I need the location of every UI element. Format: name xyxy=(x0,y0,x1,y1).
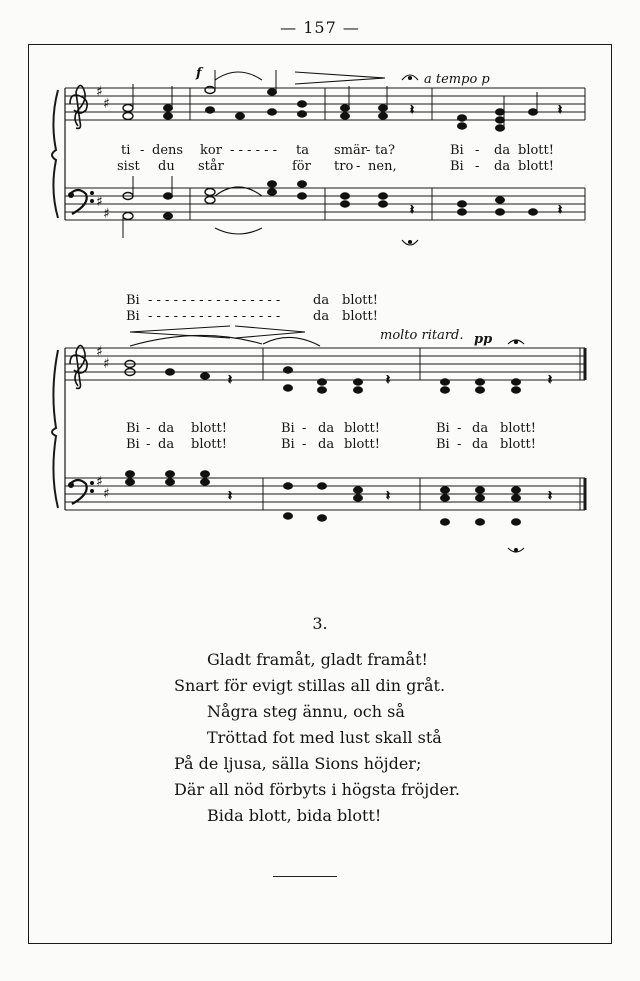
lyric-syllable: Bi xyxy=(281,421,295,436)
svg-text:♯: ♯ xyxy=(103,206,110,222)
bass-clef-icon xyxy=(69,190,94,214)
svg-text:𝄽: 𝄽 xyxy=(410,203,414,218)
lyric-syllable: nen, xyxy=(368,159,397,174)
lyric-syllable: Bi xyxy=(126,309,140,324)
svg-text:𝄽: 𝄽 xyxy=(386,489,390,504)
verse-number: 3. xyxy=(312,614,328,633)
lyric-hyphen: - xyxy=(146,421,151,436)
lyric-melisma: - - - - - - - - - - - - - - - - xyxy=(148,309,281,324)
dynamic-forte: f xyxy=(196,66,202,81)
lyric-syllable: da xyxy=(494,159,511,174)
lyric-syllable: ta xyxy=(296,143,309,158)
lyric-melisma: - - - - - - xyxy=(230,143,278,158)
lyric-syllable: blott! xyxy=(342,309,378,324)
svg-text:𝄽: 𝄽 xyxy=(386,373,390,388)
lyric-hyphen: - xyxy=(302,421,307,436)
key-signatures xyxy=(96,84,110,502)
svg-text:♯: ♯ xyxy=(96,194,103,210)
notes-system-2-bass xyxy=(126,471,553,525)
dynamic-pianissimo: pp xyxy=(474,332,493,347)
svg-text:𝄽: 𝄽 xyxy=(558,103,562,118)
lyric-syllable: blott! xyxy=(500,437,536,452)
lyric-syllable: ta? xyxy=(375,143,395,158)
lyric-syllable: kor xyxy=(200,143,222,158)
lyric-syllable: da xyxy=(158,437,175,452)
lyric-syllable: blott! xyxy=(342,293,378,308)
lyric-syllable: du xyxy=(158,159,175,174)
lyric-syllable: da xyxy=(472,437,489,452)
svg-text:𝄽: 𝄽 xyxy=(228,489,232,504)
lyric-syllable: Bi xyxy=(436,437,450,452)
lyric-syllable: Bi xyxy=(450,159,464,174)
verse-line: Några steg ännu, och så xyxy=(207,702,405,721)
lyric-hyphen: - xyxy=(457,421,462,436)
lyric-syllable: Bi xyxy=(436,421,450,436)
lyric-syllable: Bi xyxy=(126,293,140,308)
svg-text:𝄽: 𝄽 xyxy=(558,203,562,218)
svg-text:♯: ♯ xyxy=(103,96,110,112)
lyric-hyphen: - xyxy=(475,159,480,174)
lyric-syllable: står xyxy=(198,159,224,174)
verse-line: Bida blott, bida blott! xyxy=(207,806,382,825)
lyric-hyphen: - xyxy=(140,143,145,158)
end-rule xyxy=(273,876,337,877)
notes-system-1-treble xyxy=(123,70,562,131)
lyric-syllable: da xyxy=(313,309,330,324)
bass-clef-icon xyxy=(69,480,94,504)
dynamic-molto-ritard: molto ritard. xyxy=(380,328,464,343)
svg-text:𝄽: 𝄽 xyxy=(548,489,552,504)
clefs xyxy=(69,85,94,504)
lyric-syllable: Bi xyxy=(126,437,140,452)
lyric-syllable: blott! xyxy=(344,421,380,436)
lyric-syllable: da xyxy=(472,421,489,436)
lyric-hyphen: - xyxy=(302,437,307,452)
verse-line: Där all nöd förbyts i högsta fröjder. xyxy=(174,780,460,799)
dynamic-a-tempo: a tempo p xyxy=(424,72,490,87)
lyric-syllable: dens xyxy=(152,143,184,158)
lyric-syllable: blott! xyxy=(518,143,554,158)
notes-system-2-treble xyxy=(125,361,552,394)
lyric-syllable: Bi xyxy=(281,437,295,452)
page-number: — 157 — xyxy=(280,18,360,37)
lyric-syllable: da xyxy=(158,421,175,436)
treble-clef-icon xyxy=(70,345,87,388)
lyric-syllable: da xyxy=(318,437,335,452)
verse-line: Tröttad fot med lust skall stå xyxy=(207,728,442,747)
lyric-syllable: sist xyxy=(117,159,140,174)
notes-system-1-bass xyxy=(123,176,562,238)
treble-staff-2 xyxy=(65,348,585,380)
lyric-syllable: da xyxy=(494,143,511,158)
lyric-syllable: blott! xyxy=(518,159,554,174)
lyric-melisma: - - - - - - - - - - - - - - - - xyxy=(148,293,281,308)
bass-staff-2 xyxy=(65,478,585,510)
svg-text:𝄽: 𝄽 xyxy=(410,103,414,118)
lyric-syllable: för xyxy=(292,159,311,174)
lyric-syllable: blott! xyxy=(191,421,227,436)
lyric-syllable: smär xyxy=(334,143,367,158)
svg-text:♯: ♯ xyxy=(103,486,110,502)
lyric-syllable: Bi xyxy=(126,421,140,436)
verse-line: Gladt framåt, gladt framåt! xyxy=(207,650,428,669)
svg-text:♯: ♯ xyxy=(96,84,103,100)
svg-text:𝄽: 𝄽 xyxy=(228,373,232,388)
treble-clef-icon xyxy=(70,85,87,128)
verse-line: Snart för evigt stillas all din gråt. xyxy=(174,676,446,695)
system-braces xyxy=(52,88,65,510)
lyric-syllable: tro xyxy=(334,159,354,174)
lyric-syllable: blott! xyxy=(191,437,227,452)
lyric-hyphen: - xyxy=(366,143,371,158)
svg-text:𝄽: 𝄽 xyxy=(548,373,552,388)
lyric-hyphen: - xyxy=(146,437,151,452)
lyric-syllable: da xyxy=(313,293,330,308)
verse-line: På de ljusa, sälla Sions höjder; xyxy=(174,754,422,773)
lyric-syllable: ti xyxy=(121,143,131,158)
svg-text:♯: ♯ xyxy=(96,474,103,490)
lyric-hyphen: - xyxy=(356,159,361,174)
lyric-syllable: blott! xyxy=(344,437,380,452)
lyric-hyphen: - xyxy=(475,143,480,158)
lyric-hyphen: - xyxy=(457,437,462,452)
lyric-syllable: da xyxy=(318,421,335,436)
svg-text:♯: ♯ xyxy=(103,356,110,372)
svg-text:♯: ♯ xyxy=(96,344,103,360)
lyric-syllable: blott! xyxy=(500,421,536,436)
lyric-syllable: Bi xyxy=(450,143,464,158)
